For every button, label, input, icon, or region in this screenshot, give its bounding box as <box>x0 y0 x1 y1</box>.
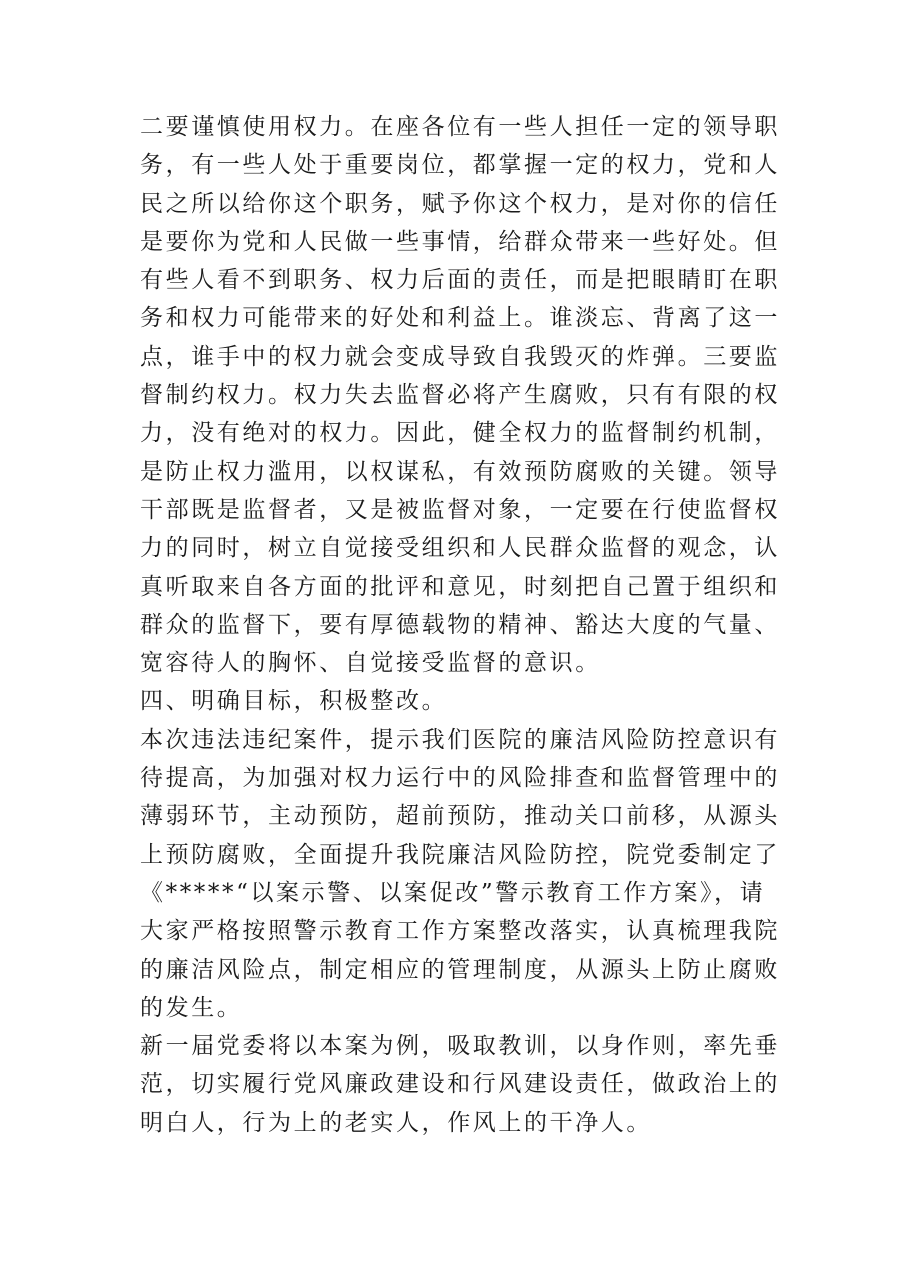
text-line: 大家严格按照警示教育工作方案整改落实，认真梳理我院 <box>140 918 780 945</box>
text-line: 是防止权力滥用，以权谋私，有效预防腐败的关键。领导 <box>140 458 780 485</box>
text-line: 薄弱环节，主动预防，超前预防，推动关口前移，从源头 <box>140 803 780 830</box>
text-line: 有些人看不到职务、权力后面的责任，而是把眼睛盯在职 <box>140 267 780 294</box>
text-line: 务，有一些人处于重要岗位，都掌握一定的权力，党和人 <box>140 152 780 179</box>
text-line: 明白人，行为上的老实人，作风上的干净人。 <box>140 1109 652 1136</box>
text-line: 上预防腐败，全面提升我院廉洁风险防控，院党委制定了 <box>140 841 780 868</box>
text-line: 干部既是监督者，又是被监督对象，一定要在行使监督权 <box>140 496 780 523</box>
section-heading: 四、明确目标，积极整改。 <box>140 688 448 715</box>
text-line: 待提高，为加强对权力运行中的风险排查和监督管理中的 <box>140 765 780 792</box>
text-line: 是要你为党和人民做一些事情，给群众带来一些好处。但 <box>140 228 780 255</box>
text-line: 的发生。 <box>140 994 243 1021</box>
text-line: 本次违法违纪案件，提示我们医院的廉洁风险防控意识有 <box>140 726 780 753</box>
text-line: 范，切实履行党风廉政建设和行风建设责任，做政治上的 <box>140 1071 780 1098</box>
text-line: 新一届党委将以本案为例，吸取教训，以身作则，率先垂 <box>140 1033 780 1060</box>
text-line: 力的同时，树立自觉接受组织和人民群众监督的观念，认 <box>140 535 780 562</box>
text-line: 的廉洁风险点，制定相应的管理制度，从源头上防止腐败 <box>140 956 780 983</box>
text-line: 宽容待人的胸怀、自觉接受监督的意识。 <box>140 650 601 677</box>
text-line: 《*****“以案示警、以案促改”警示教育工作方案》，请 <box>140 879 766 906</box>
text-line: 督制约权力。权力失去监督必将产生腐败，只有有限的权 <box>140 382 780 409</box>
text-line: 二要谨慎使用权力。在座各位有一些人担任一定的领导职 <box>140 114 780 140</box>
text-line: 民之所以给你这个职务，赋予你这个权力，是对你的信任 <box>140 190 780 217</box>
body-text <box>140 108 780 1142</box>
text-line: 点，谁手中的权力就会变成导致自我毁灭的炸弹。三要监 <box>140 343 780 370</box>
text-line: 力，没有绝对的权力。因此，健全权力的监督制约机制， <box>140 420 780 447</box>
text-line: 真听取来自各方面的批评和意见，时刻把自己置于组织和 <box>140 573 780 600</box>
text-line: 群众的监督下，要有厚德载物的精神、豁达大度的气量、 <box>140 611 780 638</box>
text-line: 务和权力可能带来的好处和利益上。谁淡忘、背离了这一 <box>140 305 780 332</box>
